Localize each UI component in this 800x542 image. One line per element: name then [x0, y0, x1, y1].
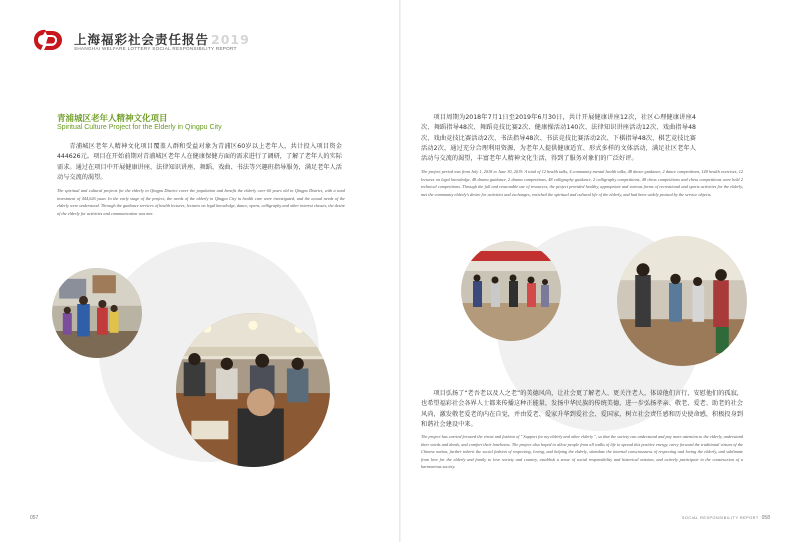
page-number-right: 058 [761, 515, 770, 521]
section-title-en: Spiritual Culture Project for the Elderly in Qingpu City [57, 124, 222, 131]
welfare-lottery-logo-icon [30, 27, 66, 53]
footer-label: SOCIAL RESPONSIBILITY REPORT [681, 516, 759, 520]
photo-dance-performance [52, 268, 142, 358]
report-year: 2019 [211, 32, 250, 47]
virtue-paragraph-cn: 项目弘扬了“老吾老以及人之老”的美德风尚，让社会更了解老人、更关注老人，体谅他们言行，安慰他们的孤寂，也希望福彩社会各界人士都来传播这种正能量，发扬中华民族的传统美德，进一步弘扬孝亲、敬老、爱老、助老的社会风尚，激发敬老爱老的内在自觉，并由爱老、爱家升华到爱社会、爱国家，树立社会责任感和历史使命感，积极投身到和谐社会建设中来。 [421, 390, 743, 428]
section-title-cn: 青浦城区老年人精神文化项目 [57, 114, 168, 124]
virtue-paragraph-en: The project has carried forward the virtue and fashion of " Support for my elderly and other elderly ", so that the society can understand and pay more attention to the elderly, understand their words and deeds, and comfort their loneliness. The project also hoped to allow people from all walks of life to spread this positive energy, carry forward the traditional virtues of the Chinese nation, further inherit the social fashion of respecting, loving, and helping the elderly, stimulate the internal consciousness of respecting and loving the elderly, and sublimate from love for the elderly and family to love society and country, establish a sense of social responsibility and historical mission, and actively participate in the construction of a harmonious society. [421, 434, 743, 469]
photo-dance-class [617, 236, 747, 366]
page-footer-right [682, 515, 770, 521]
page-number-left: 057 [30, 515, 39, 521]
period-paragraph-en: The project period was from July 1, 2018 to June 30, 2019. A total of 12 health talks, 4 community mental health talks, 48 dance guidance, 2 dance competitions, 140 health exercises, 12 lectures on legal knowledge, 48 drama guidance, 2 drama competitions, 48 calligraphy guidance, 2 calligraphy competitions, 48 chess competitions and chess competitions were held 2 technical competitions. Through the full and reasonable use of resources, the project provided healthy, appropriate and various forms of recreational and sports activities for the elderly, met the community elderly's desire for activities and exchanges, enriched the spiritual and cultural life of the elderly, and had been widely praised by the service objects. [421, 169, 743, 197]
photo-chess-activity [176, 313, 330, 467]
report-title: 上海福彩社会责任报告 2019 [74, 32, 250, 47]
period-paragraph-cn: 项目周期为2018年7月1日至2019年6月30日，共计开展健康讲座12次，社区心理健康讲座4次、舞蹈指导48次、舞蹈竞技比赛2次、健康操活动140次、法律知识讲座活动12次、戏曲指导48次、戏曲竞技比赛活动2次、书法指导48次、书法竞技比赛活动2次、下棋指导48次、棋艺竞技比赛活动2次，通过充分合理利用资源，为老年人提供健康适宜、形式多样的文体活动，满足社区老年人活动与交流的渴望，丰富老年人精神文化生活，得到了服务对象们的广泛好评。 [421, 114, 696, 163]
intro-paragraph-cn: 青浦城区老年人精神文化项目覆盖人群和受益对象为青浦区60岁以上老年人，共计投入项目资金444626元。项目在开始前期对青浦城区老年人在健康保健方面的需求进行了调研，了解了老年人的实际需求。通过在项目中开展健康讲座、法律知识讲座、舞蹈、戏曲、书法等兴趣班指导服务，满足老年人活动与交流的渴望。 [57, 143, 342, 181]
photo-group-exercise [461, 241, 561, 341]
page-gutter [399, 0, 401, 542]
intro-paragraph-en: The spiritual and cultural projects for the elderly in Qingpu District cover the population and benefit the elderly over 60 years old in Qingpu District, with a total investment of 444,626 yuan. In the early stage of the project, the needs of the elderly in Qingpu City in health care were investigated, and the actual needs of the elderly were understood. Through the guidance services of health lectures, lectures on legal knowledge, dance, opera, calligraphy and other interest classes, the desire of the elderly for activities and communication was met. [57, 188, 345, 216]
report-subtitle: SHANGHAI WELFARE LOTTERY SOCIAL RESPONSIBILITY REPORT [74, 46, 237, 51]
